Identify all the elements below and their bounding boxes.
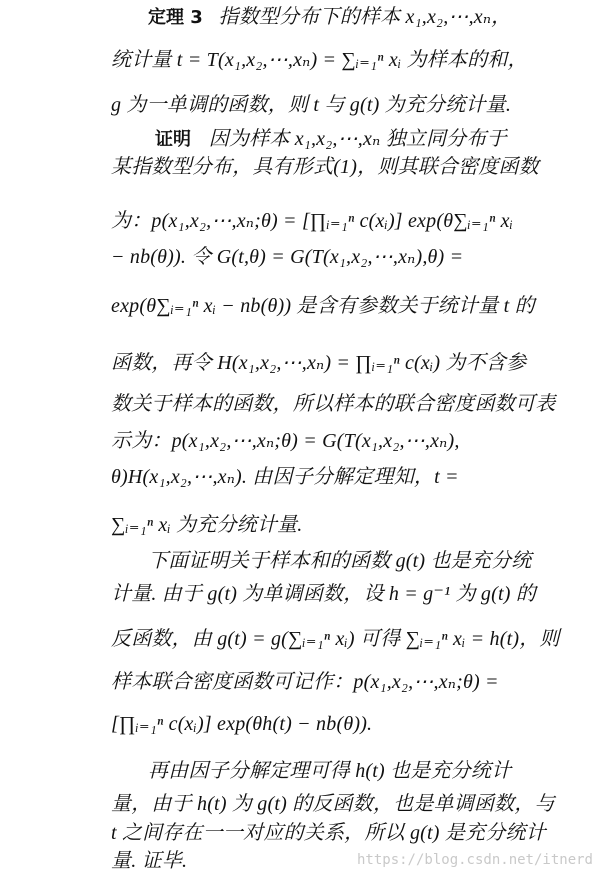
proof-text-2: 某指数型分布，具有形式(1)，则其联合密度函数 — [111, 156, 539, 178]
paragraph2-line-5 — [111, 711, 603, 738]
paragraph3-text-4: 量. 证毕. — [111, 850, 188, 872]
paragraph2-text-4: 样本联合密度函数可记作：p(x₁,x₂,⋯,xₙ;θ) = — [111, 671, 499, 693]
paragraph2-text-3: 反函数，由 g(t) = g(∑ᵢ₌₁ⁿ xᵢ) 可得 ∑ᵢ₌₁ⁿ xᵢ = h(t)，则 — [111, 628, 560, 650]
theorem-text-1: 指数型分布下的样本 x₁,x₂,⋯,xₙ， — [218, 6, 512, 28]
proof-text-9: θ)H(x₁,x₂,⋯,xₙ). 由因子分解定理知，t = — [111, 466, 459, 488]
proof-text-10: ∑ᵢ₌₁ⁿ xᵢ 为充分统计量. — [111, 514, 303, 536]
proof-text-7: 数关于样本的函数，所以样本的联合密度函数可表 — [111, 393, 556, 415]
proof-line-8 — [111, 428, 603, 455]
proof-label: 证明 — [155, 129, 191, 150]
proof-text-3: 为：p(x₁,x₂,⋯,xₙ;θ) = [∏ᵢ₌₁ⁿ c(xᵢ)] exp(θ∑ᵢ₌₁ⁿ xᵢ — [111, 210, 514, 232]
proof-line-10 — [111, 512, 603, 539]
paragraph2-text-2: 计量. 由于 g(t) 为单调函数，设 h = g⁻¹ 为 g(t) 的 — [111, 583, 537, 605]
theorem-line-2 — [111, 47, 603, 74]
proof-line-1 — [155, 126, 603, 153]
paragraph2-text-5: [∏ᵢ₌₁ⁿ c(xᵢ)] exp(θh(t) − nb(θ)). — [111, 713, 373, 735]
proof-line-3 — [111, 208, 603, 235]
paragraph2-text-1: 下面证明关于样本和的函数 g(t) 也是充分统 — [148, 550, 532, 572]
paragraph2-line-3 — [111, 626, 603, 653]
proof-text-6: 函数，再令 H(x₁,x₂,⋯,xₙ) = ∏ᵢ₌₁ⁿ c(xᵢ) 为不含参 — [111, 352, 527, 374]
theorem-label: 定理 3 — [148, 7, 203, 28]
paragraph3-line-1 — [148, 758, 603, 785]
proof-text-1: 因为样本 x₁,x₂,⋯,xₙ 独立同分布于 — [208, 128, 507, 150]
proof-text-5: exp(θ∑ᵢ₌₁ⁿ xᵢ − nb(θ)) 是含有参数关于统计量 t 的 — [111, 295, 535, 317]
paragraph3-text-1: 再由因子分解定理可得 h(t) 也是充分统计 — [148, 760, 512, 782]
watermark-text: https://blog.csdn.net/itnerd — [356, 852, 593, 868]
paragraph3-line-3 — [111, 820, 603, 847]
paragraph3-text-2: 量，由于 h(t) 为 g(t) 的反函数，也是单调函数，与 — [111, 793, 555, 815]
proof-line-4 — [111, 244, 603, 271]
theorem-text-3: g 为一单调的函数，则 t 与 g(t) 为充分统计量. — [111, 94, 512, 116]
proof-text-8: 示为：p(x₁,x₂,⋯,xₙ;θ) = G(T(x₁,x₂,⋯,xₙ), — [111, 430, 460, 452]
proof-line-9 — [111, 464, 603, 491]
proof-line-6 — [111, 350, 603, 377]
proof-text-4: − nb(θ)). 令 G(t,θ) = G(T(x₁,x₂,⋯,xₙ),θ) = — [111, 246, 464, 268]
theorem-text-2: 统计量 t = T(x₁,x₂,⋯,xₙ) = ∑ᵢ₌₁ⁿ xᵢ 为样本的和， — [111, 49, 528, 71]
paragraph2-line-4 — [111, 669, 603, 696]
proof-line-7 — [111, 391, 603, 418]
theorem-line-1 — [148, 4, 603, 31]
theorem-line-3 — [111, 92, 603, 119]
proof-line-2 — [111, 154, 603, 181]
paragraph2-line-2 — [111, 581, 603, 608]
paragraph3-line-2 — [111, 791, 603, 818]
paragraph2-line-1 — [148, 548, 603, 575]
paragraph3-text-3: t 之间存在一一对应的关系，所以 g(t) 是充分统计 — [111, 822, 546, 844]
proof-line-5 — [111, 293, 603, 320]
